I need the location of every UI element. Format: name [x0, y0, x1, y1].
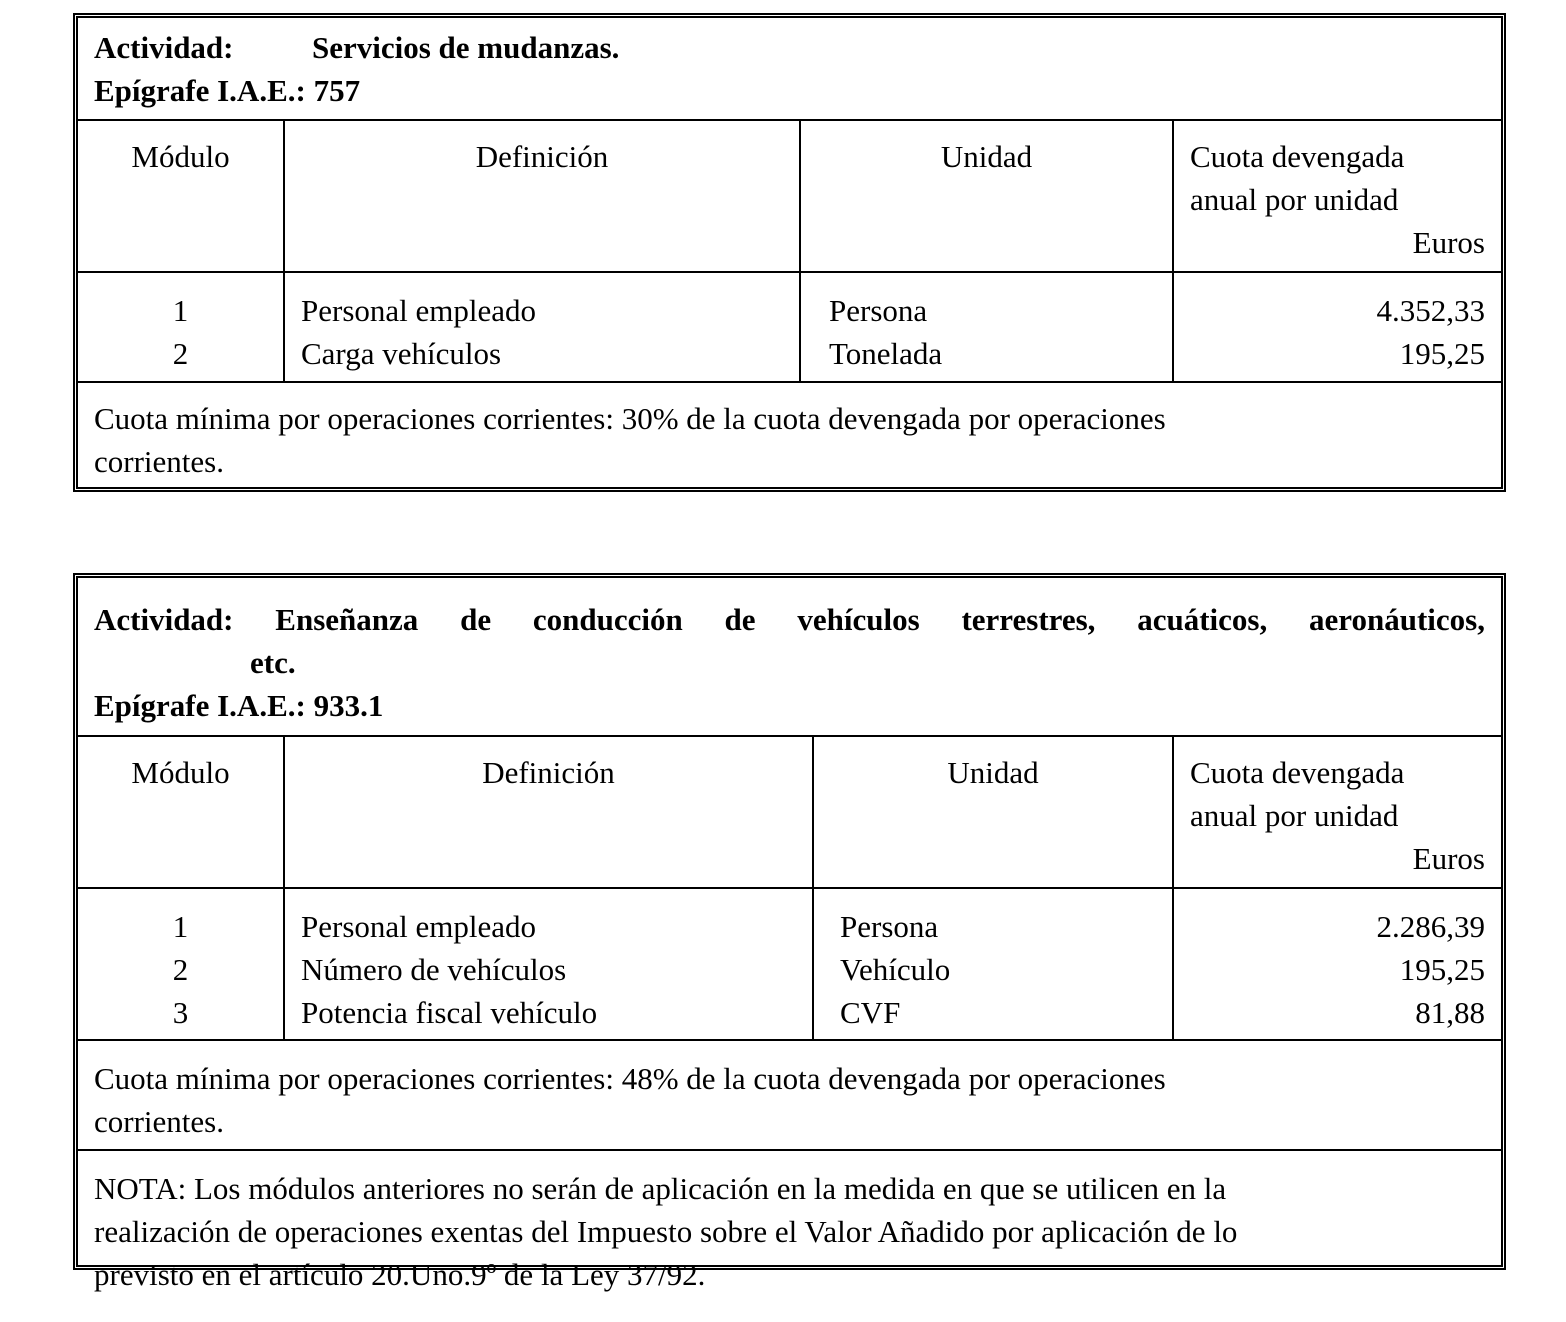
table-row-definicion: Personal empleado — [301, 293, 537, 328]
activity-header — [78, 578, 1501, 736]
nota-line1: NOTA: Los módulos anteriores no serán de aplicación en la medida en que se utilicen en la — [94, 1171, 1227, 1206]
activity-header — [78, 18, 1501, 120]
unidad-cell — [813, 888, 1173, 1040]
cuota-minima-line1: Cuota mínima por operaciones corrientes: 48% de la cuota devengada por operaciones — [94, 1061, 1166, 1096]
activity-line — [94, 26, 1485, 69]
column-header-cuota — [1173, 120, 1501, 272]
column-header-modulo: Módulo — [78, 120, 284, 272]
cuota-header-line1: Cuota devengada — [1190, 755, 1405, 790]
activity-line-continued: etc. — [250, 645, 296, 680]
cuota-header-line2: anual por unidad — [1190, 798, 1399, 833]
modulo-cell — [78, 888, 284, 1040]
table-row-modulo: 1 — [172, 909, 189, 944]
nota-line3: previsto en el artículo 20.Uno.9º de la Ley 37/92. — [94, 1257, 706, 1292]
column-header-unidad: Unidad — [813, 736, 1173, 888]
activity-value: Servicios de mudanzas. — [312, 30, 620, 65]
cuota-minima-line2: corrientes. — [94, 1104, 224, 1139]
nota-line2: realización de operaciones exentas del Impuesto sobre el Valor Añadido por aplicación de lo — [94, 1214, 1238, 1249]
table-row-definicion: Potencia fiscal vehículo — [301, 995, 598, 1030]
column-header-definicion: Definición — [284, 120, 800, 272]
table-row-definicion: Carga vehículos — [301, 336, 502, 371]
unidad-cell — [800, 272, 1173, 382]
table-row-cuota: 195,25 — [1399, 952, 1485, 987]
module-table-mudanzas — [73, 13, 1506, 492]
cuota-header-unit: Euros — [1412, 225, 1485, 260]
table-row-unidad: Persona — [829, 293, 928, 328]
table-row-cuota: 195,25 — [1399, 336, 1485, 371]
cuota-minima-line1: Cuota mínima por operaciones corrientes: 30% de la cuota devengada por operaciones — [94, 401, 1166, 436]
table-row-definicion: Número de vehículos — [301, 952, 567, 987]
cuota-minima-note — [78, 382, 1501, 487]
table-row-modulo: 3 — [172, 995, 189, 1030]
table-row-unidad: CVF — [840, 995, 901, 1030]
cuota-minima-line2: corrientes. — [94, 444, 224, 479]
modulo-cell — [78, 272, 284, 382]
nota-note — [78, 1150, 1501, 1296]
activity-line: Actividad: Enseñanza de conducción de vehículos terrestres, acuáticos, aeronáuticos, — [94, 602, 1485, 637]
table-row-modulo: 2 — [172, 952, 189, 987]
table-row-definicion: Personal empleado — [301, 909, 537, 944]
cuota-minima-note — [78, 1040, 1501, 1150]
column-header-definicion: Definición — [284, 736, 813, 888]
table-row-unidad: Tonelada — [829, 336, 943, 371]
column-header-modulo: Módulo — [78, 736, 284, 888]
cuota-cell — [1173, 888, 1501, 1040]
table-grid — [78, 18, 1501, 487]
definicion-cell — [284, 272, 800, 382]
epigrafe-label: Epígrafe I.A.E.: 933.1 — [94, 688, 384, 723]
definicion-cell — [284, 888, 813, 1040]
table-row-cuota: 4.352,33 — [1376, 293, 1485, 328]
module-table-ensenanza — [73, 573, 1506, 1292]
epigrafe-label: Epígrafe I.A.E.: 757 — [94, 73, 361, 108]
table-row-cuota: 81,88 — [1415, 995, 1485, 1030]
table-row-modulo: 1 — [172, 293, 189, 328]
table-row-modulo: 2 — [172, 336, 189, 371]
column-header-unidad: Unidad — [800, 120, 1173, 272]
cuota-header-unit: Euros — [1412, 841, 1485, 876]
cuota-header-line2: anual por unidad — [1190, 182, 1399, 217]
table-row-cuota: 2.286,39 — [1376, 909, 1485, 944]
activity-label: Actividad: — [94, 30, 234, 65]
table-row-unidad: Persona — [840, 909, 939, 944]
cuota-header-line1: Cuota devengada — [1190, 139, 1405, 174]
column-header-cuota — [1173, 736, 1501, 888]
table-row-unidad: Vehículo — [840, 952, 951, 987]
table-grid — [78, 578, 1501, 1296]
cuota-cell — [1173, 272, 1501, 382]
